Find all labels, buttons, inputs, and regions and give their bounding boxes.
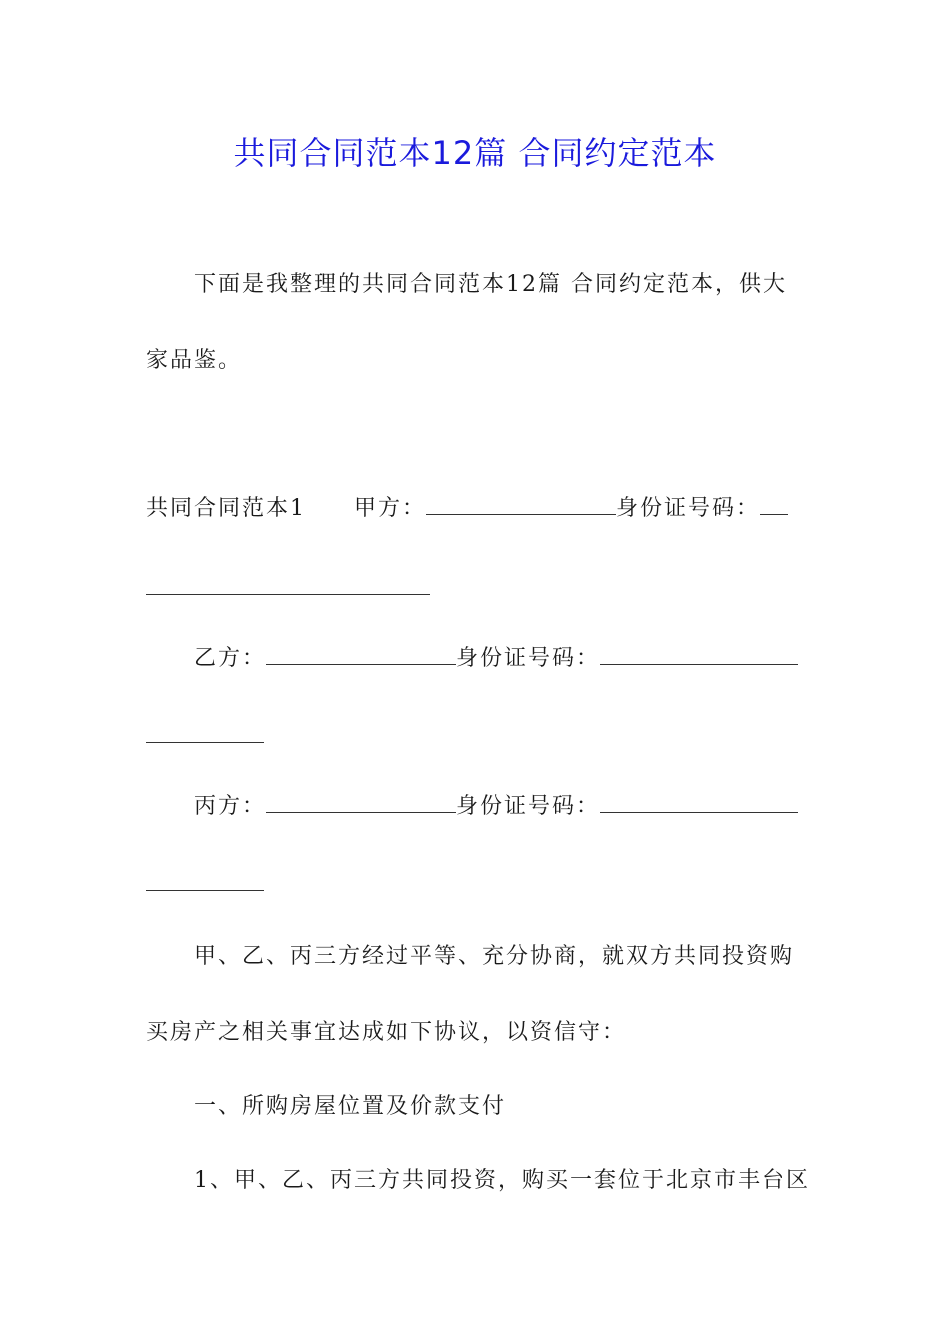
party-a-label: 甲方： [354,496,427,521]
party-a-id-blank-continued [146,594,430,595]
party-c-label: 丙方： [194,794,267,819]
party-b-id-blank-continued [146,742,264,743]
party-c-id-label: 身份证号码： [456,794,601,819]
contract-heading: 共同合同范本1 [146,496,306,521]
party-a-name-blank [426,494,616,515]
party-b-id-blank [600,644,798,665]
party-c-row [194,792,798,822]
party-b-name-blank [266,644,456,665]
document-title: 共同合同范本12篇 合同约定范本 [233,134,717,172]
section-1-heading: 一、所购房屋位置及价款支付 [194,1094,507,1119]
party-a-id-label: 身份证号码： [616,496,761,521]
party-b-id-label: 身份证号码： [456,646,601,671]
party-b-label: 乙方： [194,646,267,671]
party-c-name-blank [266,792,456,813]
paragraph-1-line-2: 买房产之相关事宜达成如下协议，以资信守： [146,1020,627,1045]
party-a-id-blank [760,494,788,515]
party-c-id-blank [600,792,798,813]
intro-line-2: 家品鉴。 [146,348,243,373]
party-a-row [146,494,788,524]
paragraph-1-line-1: 甲、乙、丙三方经过平等、充分协商，就双方共同投资购 [194,944,795,969]
party-c-id-blank-continued [146,890,264,891]
party-b-row [194,644,798,674]
intro-line-1: 下面是我整理的共同合同范本12篇 合同约定范本，供大 [194,272,787,297]
item-1-line-1: 1、甲、乙、丙三方共同投资，购买一套位于北京市丰台区 [194,1168,810,1193]
